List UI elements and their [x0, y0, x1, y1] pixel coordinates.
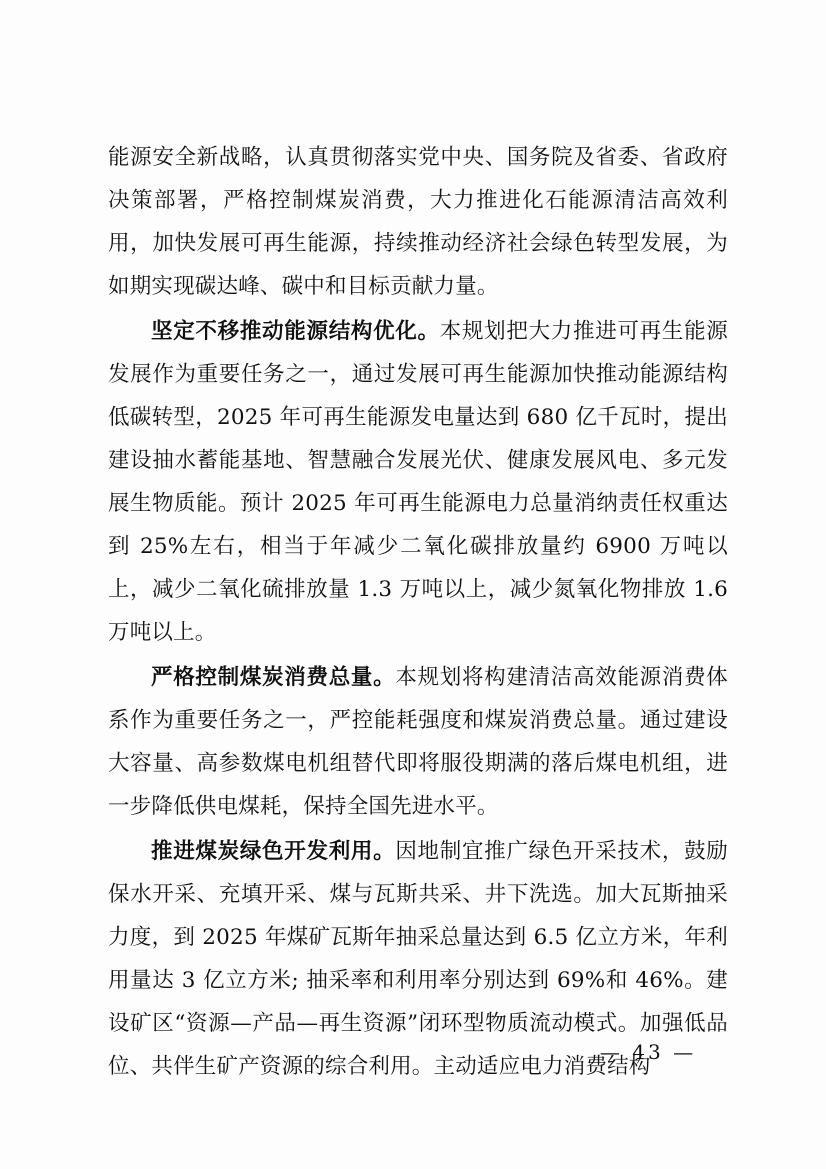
paragraph-lead: 坚定不移推动能源结构优化。 — [151, 319, 440, 344]
paragraph-continued — [108, 136, 728, 308]
page-body — [108, 136, 728, 1090]
paragraph-lead: 推进煤炭绿色开发利用。 — [151, 839, 396, 864]
paragraph-text: 本规划将构建清洁高效能源消费体系作为重要任务之一，严控能耗强度和煤炭消费总量。通过建设大容量、高参数煤电机组替代即将服役期满的落后煤电机组，进一步降低供电煤耗，保持全国先进水平。 — [108, 665, 728, 819]
paragraph-lead: 严格控制煤炭消费总量。 — [151, 665, 396, 690]
paragraph-text: 因地制宜推广绿色开采技术，鼓励保水开采、充填开采、煤与瓦斯共采、井下洗选。加大瓦斯抽采力度，到 2025 年煤矿瓦斯年抽采总量达到 6.5 亿立方米，年利用量达 3 亿立方米; 抽采率和利用率分别达到 69%和 46%。建设矿区“资源—产品—再生资源”闭环型物质流动模式。加强低品位、共伴生矿产资源的综合利用。主动适应电力消费结构 — [108, 839, 728, 1079]
paragraph-coal-control — [108, 656, 728, 828]
paragraph-text: 能源安全新战略，认真贯彻落实党中央、国务院及省委、省政府决策部署，严格控制煤炭消费，大力推进化石能源清洁高效利用，加快发展可再生能源，持续推动经济社会绿色转型发展，为如期实现碳达峰、碳中和目标贡献力量。 — [108, 145, 728, 299]
page-number — [0, 1040, 826, 1064]
page-number-text: — 43 — — [599, 1040, 697, 1064]
paragraph-energy-structure — [108, 310, 728, 654]
paragraph-text: 本规划把大力推进可再生能源发展作为重要任务之一，通过发展可再生能源加快推动能源结构低碳转型，2025 年可再生能源发电量达到 680 亿千瓦时，提出建设抽水蓄能基地、智慧融合发展光伏、健康发展风电、多元发展生物质能。预计 2025 年可再生能源电力总量消纳责任权重达到 25%左右，相当于年减少二氧化碳排放量约 6900 万吨以上，减少二氧化硫排放量 1.3 万吨以上，减少氮氧化物排放 1.6 万吨以上。 — [108, 319, 728, 645]
